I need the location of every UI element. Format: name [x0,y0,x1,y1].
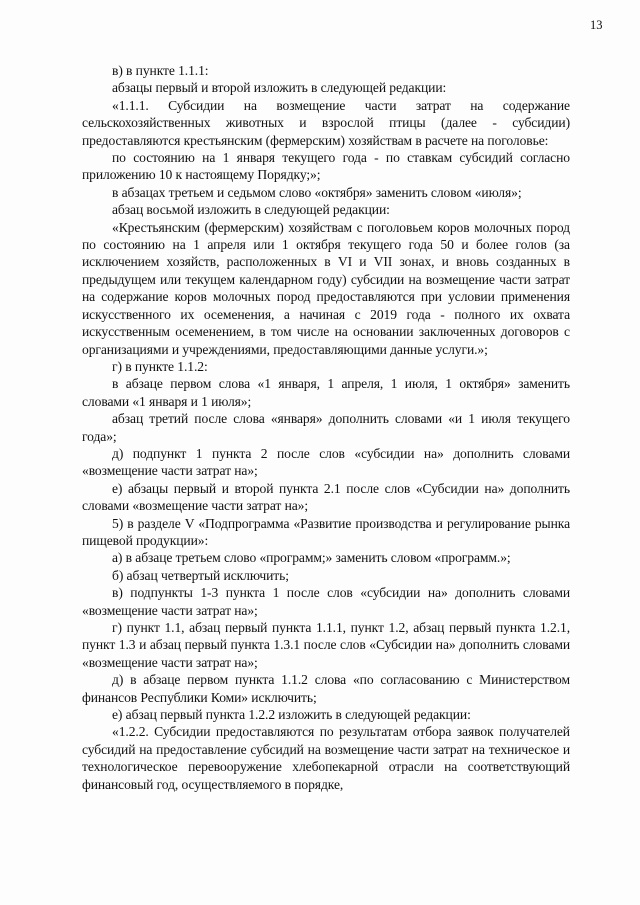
paragraph: б) абзац четвертый исключить; [112,567,289,583]
paragraph: в) в пункте 1.1.1: [112,63,209,78]
paragraph: «1.2.2. Субсидии предоставляются по результатам отбора заявок получателей субсидий на предоставление субсидий на возмещение части затрат на техническое и технологическое перевооружение хлебопекарной отрасли на соответствующий финансовый год, осуществляемого в порядке, [82,724,570,792]
paragraph: д) подпункт 1 пункта 2 после слов «субсидии на» дополнить словами «возмещение части затрат на»; [82,445,570,479]
paragraph: а) в абзаце третьем слово «программ;» заменить словом «программ.»; [112,550,511,566]
paragraph: по состоянию на 1 января текущего года - по ставкам субсидий согласно приложению 10 к настоящему Порядку;»; [82,150,570,183]
paragraph: абзацы первый и второй изложить в следующей редакции: [112,80,447,96]
paragraph: абзац третий после слова «января» дополнить словами «и 1 июля текущего года»; [82,411,570,444]
paragraph: «1.1.1. Субсидии на возмещение части затрат на содержание сельскохозяйственных животных и взрослой птицы (далее - субсидии) предоставляются крестьянским (фермерским) хозяйствам в расчете на поголовье: [82,97,570,148]
document-body [82,62,570,793]
paragraph: е) абзацы первый и второй пункта 2.1 после слов «Субсидии на» дополнить словами «возмещение части затрат на»; [82,480,570,514]
page-number: 13 [590,18,603,32]
paragraph: г) в пункте 1.1.2: [112,358,208,374]
paragraph: «Крестьянским (фермерским) хозяйствам с поголовьем коров молочных пород по состоянию на 1 апреля или 1 октября текущего года 50 и более голов (за исключением хозяйств, расположенных в VI и VII зонах, и вновь созданных в предыдущем или текущем календарном году) субсидии на возмещение части затрат на содержание коров молочных пород предоставляются при условии применения искусственного их осеменения, а начиная с 2019 года - полного их охвата искусственным осеменением, в том числе на основании заключенных договоров с организациями и учреждениями, предоставляющими данные услуги.»; [82,219,570,357]
paragraph: в абзацах третьем и седьмом слово «октября» заменить словом «июля»; [112,184,522,200]
paragraph: в абзаце первом слова «1 января, 1 апреля, 1 июля, 1 октября» заменить словами «1 января и 1 июля»; [82,376,570,409]
paragraph: е) абзац первый пункта 1.2.2 изложить в следующей редакции: [112,707,471,723]
paragraph: д) в абзаце первом пункта 1.1.2 слова «по согласованию с Министерством финансов Республики Коми» исключить; [82,672,570,705]
paragraph: в) подпункты 1-3 пункта 1 после слов «субсидии на» дополнить словами «возмещение части затрат на»; [82,585,570,618]
paragraph: г) пункт 1.1, абзац первый пункта 1.1.1, пункт 1.2, абзац первый пункта 1.2.1, пункт 1.3 и абзац первый пункта 1.3.1 после слов «Субсидии на» дополнить словами «возмещение части затрат на»; [82,620,570,670]
paragraph: абзац восьмой изложить в следующей редакции: [112,202,390,218]
paragraph: 5) в разделе V «Подпрограмма «Развитие производства и регулирование рынка пищевой продукции»: [82,515,570,548]
